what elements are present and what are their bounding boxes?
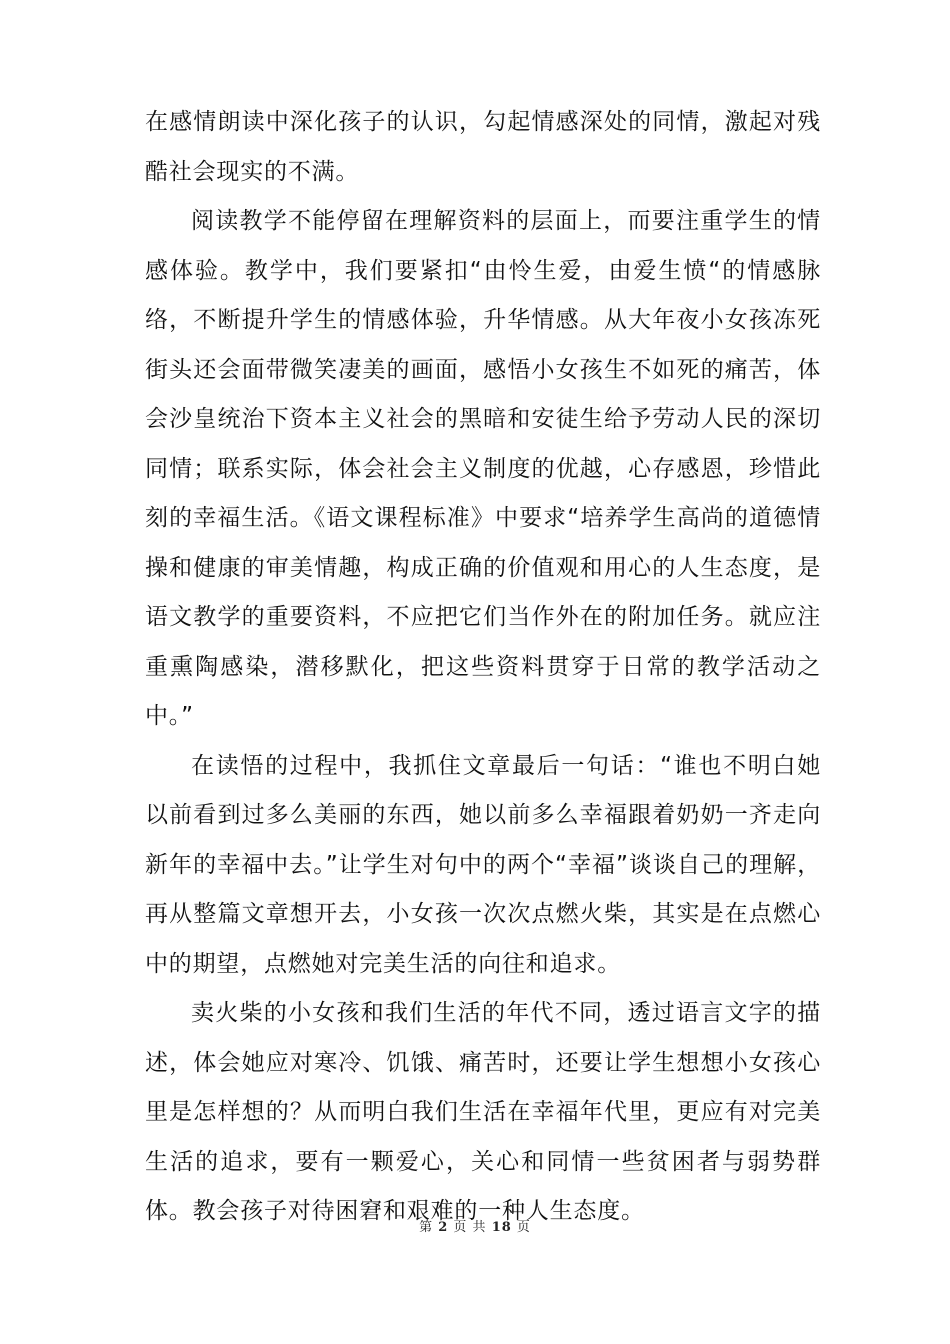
footer-page-number: 2 (438, 1220, 449, 1235)
paragraph-2: 阅读教学不能停留在理解资料的层面上，而要注重学生的情感体验。教学中，我们要紧扣“由怜生爱，由爱生愤“的情感脉络，不断提升学生的情感体验，升华情感。从大年夜小女孩冻死街头还会面带微笑凄美的画面，感悟小女孩生不如死的痛苦，体会沙皇统治下资本主义社会的黑暗和安徒生给予劳动人民的深切同情；联系实际，体会社会主义制度的优越，心存感恩，珍惜此刻的幸福生活。《语文课程标准》中要求“培养学生高尚的道德情操和健康的审美情趣，构成正确的价值观和用心的人生态度，是语文教学的重要资料，不应把它们当作外在的附加任务。就应注重熏陶感染，潜移默化，把这些资料贯穿于日常的教学活动之中。” (145, 208, 821, 729)
footer-middle: 页 共 (453, 1220, 487, 1235)
footer-suffix: 页 (516, 1220, 531, 1235)
paragraph-1: 在感情朗读中深化孩子的认识，勾起情感深处的同情，激起对残酷社会现实的不满。 (145, 109, 821, 185)
paragraph-3: 在读悟的过程中，我抓住文章最后一句话：“谁也不明白她以前看到过多么美丽的东西，她以前多么幸福跟着奶奶一齐走向新年的幸福中去。”让学生对句中的两个“幸福”谈谈自己的理解，再从整篇文章想开去，小女孩一次次点燃火柴，其实是在点燃心中的期望，点燃她对完美生活的向往和追求。 (145, 752, 821, 977)
paragraph-4: 卖火柴的小女孩和我们生活的年代不同，透过语言文字的描述，体会她应对寒冷、饥饿、痛苦时，还要让学生想想小女孩心里是怎样想的？从而明白我们生活在幸福年代里，更应有对完美生活的追求，要有一颗爱心，关心和同情一些贫困者与弱势群体。教会孩子对待困窘和艰难的一种人生态度。 (145, 1000, 821, 1224)
page-footer (0, 1216, 950, 1235)
document-body (145, 98, 821, 1237)
footer-total-pages: 18 (491, 1220, 512, 1235)
footer-prefix: 第 (419, 1220, 434, 1235)
